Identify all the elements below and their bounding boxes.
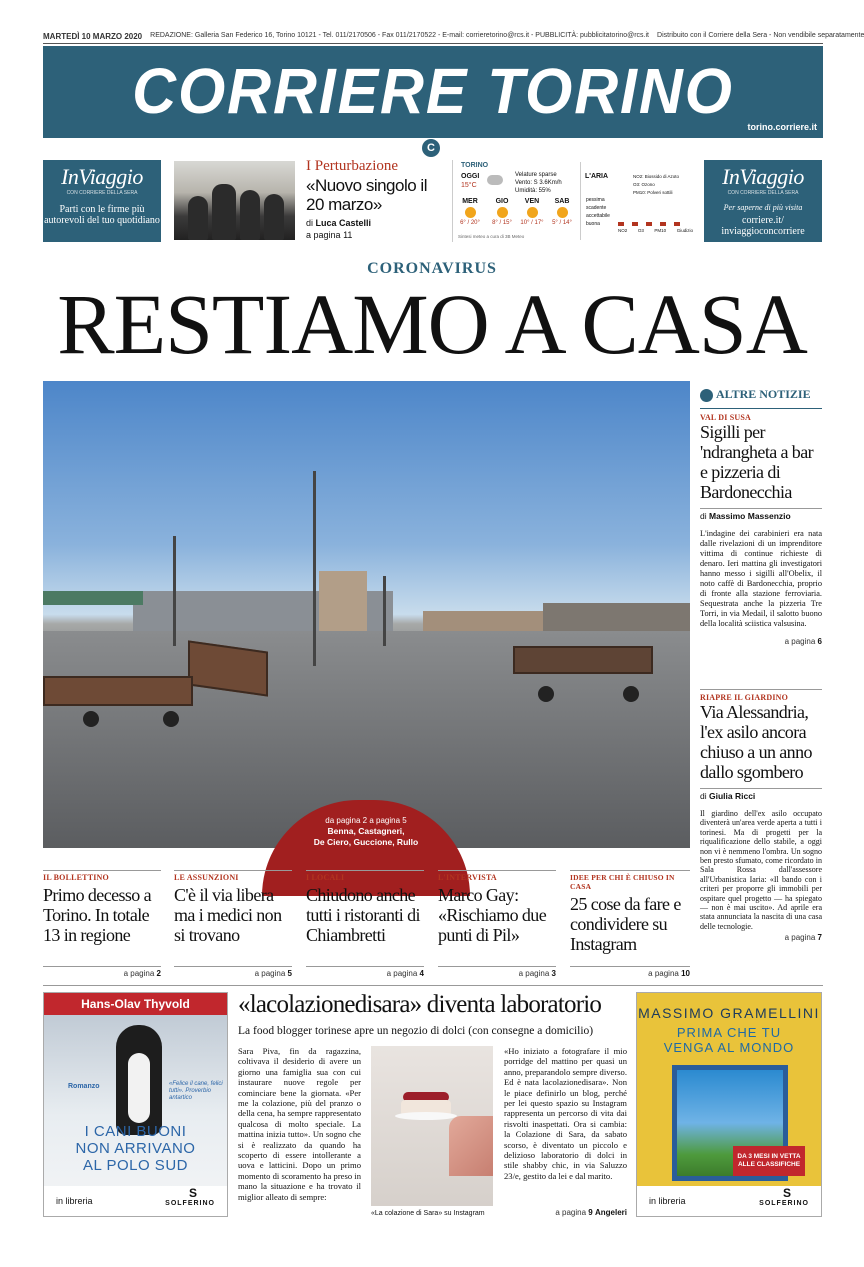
story-kicker: RIAPRE IL GIARDINO <box>700 693 789 702</box>
lamp-pole <box>313 471 316 666</box>
air-axis-label: NO2 <box>618 228 628 233</box>
dog-chest-illustration <box>128 1053 150 1123</box>
news-column[interactable] <box>438 870 556 980</box>
in-libreria: in libreria <box>649 1196 686 1206</box>
page-prefix: a pagina <box>784 637 816 646</box>
news-column[interactable] <box>174 870 292 980</box>
day-temp: 5° / 14° <box>552 220 572 226</box>
side-header <box>700 387 822 409</box>
solferino-logo-icon: S <box>188 1186 197 1200</box>
by-prefix: di <box>306 218 314 228</box>
cart-wheel <box>163 711 179 727</box>
section-divider <box>43 985 823 986</box>
weather-source: Sintesi meteo a cura di 3B Meteo <box>458 234 525 239</box>
inviaggio-promo-left[interactable] <box>43 160 161 242</box>
book-ad-thyvold[interactable] <box>43 992 228 1217</box>
column-headline[interactable]: C'è il via libera ma i medici non si trovano <box>174 885 282 945</box>
column-headline[interactable]: Marco Gay: «Rischiamo due punti di Pil» <box>438 885 547 945</box>
air-level: buona <box>586 221 600 227</box>
cart-wheel <box>83 711 99 727</box>
caption-authors: De Ciero, Guccione, Rullo <box>313 837 419 847</box>
forecast-day <box>488 198 516 226</box>
page-number: 3 <box>551 969 556 978</box>
feature-page-ref <box>504 1208 627 1217</box>
air-axis-label: Giudizio <box>676 228 693 233</box>
air-axis-label: O3 <box>637 228 644 233</box>
corriere-logo-icon: C <box>422 139 440 157</box>
weather-desc: Velature sparse <box>515 172 557 178</box>
column-kicker: IL BOLLETTINO <box>43 870 161 882</box>
band-photo <box>174 161 295 240</box>
band-headline[interactable]: «Nuovo singolo il 20 marzo» <box>306 176 427 214</box>
air-axis-label: PM10 <box>654 228 667 233</box>
weather-city: TORINO <box>461 162 489 169</box>
sun-icon <box>497 207 508 218</box>
story-headline[interactable]: Via Alessandria, l'ex asilo ancora chiuso a un anno dallo sgombero <box>700 702 812 782</box>
cart-wheel <box>623 686 639 702</box>
newspaper-title: CORRIERE TORINO <box>132 55 734 127</box>
caption-authors: Benna, Castagneri, <box>327 826 405 836</box>
weather-today-label: OGGI <box>461 173 480 180</box>
story-headline[interactable]: Sigilli per 'ndrangheta a bar e pizzeria di Bardonecchia <box>700 422 813 502</box>
story-page-ref <box>700 933 822 942</box>
news-column[interactable] <box>570 870 690 980</box>
in-libreria: in libreria <box>56 1196 93 1206</box>
sun-icon <box>557 207 568 218</box>
cake-plate <box>395 1112 457 1120</box>
page-number: 10 <box>681 969 690 978</box>
story-kicker: VAL DI SUSA <box>700 413 751 422</box>
band-member-figure <box>188 196 208 240</box>
book-footer <box>637 1186 821 1216</box>
side-news-column <box>700 381 822 981</box>
page-prefix: a pagina <box>123 969 155 978</box>
page-prefix: a pagina <box>784 933 816 943</box>
band-byline <box>306 218 371 228</box>
air-level: pessima <box>586 197 605 203</box>
weather-humidity: Umidità: 55% <box>515 188 551 194</box>
sun-icon <box>465 207 476 218</box>
band-kicker: I Perturbazione <box>306 158 399 174</box>
side-header-label: ALTRE NOTIZIE <box>716 387 811 401</box>
distribution-note: Distribuito con il Corriere della Sera - Non vendibile separatamente <box>657 32 864 39</box>
by-prefix: di <box>700 791 707 801</box>
cart-wheel <box>538 686 554 702</box>
book-title: PRIMA CHE TU VENGA AL MONDO <box>663 1025 795 1055</box>
news-column[interactable] <box>306 870 424 980</box>
page-number: 11 <box>343 230 353 240</box>
issue-date: MARTEDÌ 10 MARZO 2020 <box>43 32 143 41</box>
column-kicker: L'INTERVISTA <box>438 870 556 882</box>
market-cart <box>43 676 193 706</box>
air-level: scadente <box>586 205 607 211</box>
page-prefix: a pagina <box>648 969 679 978</box>
column-page-ref <box>174 966 292 978</box>
inviaggio-promo-right[interactable] <box>704 160 822 242</box>
air-legend-item: PM10: Polveri sottili <box>633 190 673 195</box>
main-photo <box>43 381 690 848</box>
promo-text-bottom: corriere.it/ inviaggioconcorriere <box>721 215 805 237</box>
side-story-1[interactable] <box>700 413 822 646</box>
publisher: SOLFERINO <box>165 1200 215 1207</box>
side-story-2[interactable] <box>700 689 822 942</box>
weather-box <box>452 160 692 242</box>
market-cart <box>513 646 653 674</box>
masthead <box>43 46 823 138</box>
air-title: L'ARIA <box>585 173 609 180</box>
page-prefix: a pagina <box>518 969 550 978</box>
page-number: 4 <box>419 969 424 978</box>
page-prefix: a pagina <box>386 969 418 978</box>
air-quality-bars <box>618 222 688 226</box>
story-page-ref <box>700 637 822 646</box>
lamp-pole <box>383 576 386 646</box>
forecast-day <box>548 198 576 226</box>
forecast-day <box>518 198 546 226</box>
caption-pages: da pagina 2 a pagina 5 <box>325 816 407 825</box>
day-temp: 10° / 17° <box>520 220 544 226</box>
cloud-sun-icon <box>487 175 503 185</box>
editorial-contacts: REDAZIONE: Galleria San Federico 16, Torino 10121 - Tel. 011/2170506 - Fax 011/2170522 - E-mail: corrieretorino@rcs.it - PUBBLICITÀ: pubblicitatorino@rcs.it <box>150 32 650 39</box>
circle-bullet-icon <box>700 389 713 402</box>
air-level: accettabile <box>586 213 610 219</box>
page-prefix: a pagina <box>555 1208 587 1217</box>
column-headline[interactable]: Primo decesso a Torino. In totale 13 in regione <box>43 885 151 945</box>
website-link[interactable]: torino.corriere.it <box>747 122 817 132</box>
book-author: MASSIMO GRAMELLINI <box>638 1005 820 1021</box>
page-number: 7 <box>817 933 822 943</box>
page-prefix: a pagina <box>254 969 286 978</box>
promo-sub: CON CORRIERE DELLA SERA <box>66 190 138 196</box>
column-page-ref <box>438 966 556 978</box>
page-prefix: a pagina <box>306 230 341 240</box>
air-legend-item: O3: Ozono <box>633 182 655 187</box>
feature-author: Angeleri <box>594 1208 627 1217</box>
book-author: Hans-Olav Thyvold <box>44 993 227 1015</box>
story-author: Giulia Ricci <box>709 791 756 801</box>
weather-today-temp: 15°C <box>461 182 477 189</box>
column-page-ref <box>306 966 424 978</box>
by-prefix: di <box>700 511 707 521</box>
main-headline[interactable]: RESTIAMO A CASA <box>57 276 807 372</box>
band-member-figure <box>264 194 284 240</box>
band-member-figure <box>212 184 236 240</box>
air-levels <box>586 196 610 228</box>
day-name: SAB <box>554 198 570 205</box>
feature-column-2: «Ho iniziato a fotografare il mio porridge del mattino per quasi un anno, preparandolo sempre diverso. Ed è nata lacolazionedisara». Non le piace definirlo un blog, perché per lei questo spazio su Instagram rappresenta un percorso di vita dai risvolti inaspettati. Ora si cambia: la Colazione di Sara, da sabato scorso, è diventato un piccolo e delizioso laboratorio di dolci in stile shabby chic, in via Saluzzo 23/e, gestito da lei e dal marito. <box>504 1046 627 1181</box>
story-byline <box>700 508 822 521</box>
stall-roof <box>43 591 143 605</box>
promo-text-top: Per saperne di più visita <box>723 203 803 212</box>
day-name: GIO <box>495 198 509 205</box>
column-kicker: I LOCALI <box>306 870 424 882</box>
feature-subtitle: La food blogger torinese apre un negozio di dolci (con consegne a domicilio) <box>238 1025 594 1037</box>
page-number: 9 <box>588 1208 593 1217</box>
column-kicker: LE ASSUNZIONI <box>174 870 292 882</box>
cake-photo <box>371 1046 493 1206</box>
book-quote: «Felice il cane, felici tutti». Proverbio antartico <box>169 1081 223 1101</box>
book-genre: Romanzo <box>68 1083 100 1090</box>
top-info-line <box>43 32 864 44</box>
air-axis <box>618 228 693 233</box>
column-headline[interactable]: Chiudono anche tutti i ristoranti di Chiambretti <box>306 885 420 945</box>
weather-wind: Vento: S 3.6Km/h <box>515 180 562 186</box>
story-author: Massimo Massenzio <box>709 511 791 521</box>
page-number: 2 <box>156 969 161 978</box>
sun-icon <box>527 207 538 218</box>
day-temp: 6° / 20° <box>460 220 480 226</box>
story-body: Il giardino dell'ex asilo occupato diventerà un'area verde aperta a tutti i torinesi. Ma di progetti per la riqualificazione dello stabile, a oggi non vi è nemmeno l'ombra. Un sogno ben presto sfumato, come ricordato in Sala Rossa dall'assessore all'Urbanistica Iaria: «Il bando con i criteri per proporre gli immobili per ospitare quel progetto — ha spiegato — non è mai uscito». Ad aprile era stata annunciata la nascita di una casa delle tecnologie. <box>700 809 822 931</box>
day-name: MER <box>462 198 478 205</box>
band-author: Luca Castelli <box>315 218 372 228</box>
column-headline[interactable]: 25 cose da fare e condividere su Instagram <box>570 894 681 954</box>
feature-column-1: Sara Piva, fin da ragazzina, coltivava il desiderio di avere un giorno una famiglia sua con cui instaurare nuove regole per cominciare bene la giornata. «Per me la colazione, più del pranzo o della cena, ha sempre rappresentato qualcosa di molto speciale. La mattina inizia tutto». Un sogno che si è realizzato da quando ha scoperto di essere intollerante a uova e latticini. Dopo un primo momento di scoramento ha preso in mano la situazione e ha trovato il miglior alleato di sempre: <box>238 1046 361 1202</box>
feature-headline[interactable]: «lacolazionedisara» diventa laboratorio <box>238 991 602 1018</box>
forecast-day <box>456 198 484 226</box>
air-legend-item: NO2: Biossido di Azoto <box>633 174 680 179</box>
bestseller-tag: DA 3 MESI IN VETTA ALLE CLASSIFICHE <box>733 1146 805 1176</box>
building <box>319 571 367 636</box>
section-kicker: CORONAVIRUS <box>367 260 497 277</box>
day-temp: 8° / 15° <box>492 220 512 226</box>
band-member-figure <box>240 190 260 240</box>
publisher: SOLFERINO <box>759 1200 809 1207</box>
promo-text: Parti con le firme più autorevoli del tuo quotidiano <box>44 204 160 226</box>
solferino-logo-icon: S <box>782 1186 791 1200</box>
book-ad-gramellini[interactable] <box>636 992 822 1217</box>
promo-brand: InViaggio <box>61 164 143 189</box>
book-footer <box>44 1186 227 1216</box>
story-byline <box>700 788 822 801</box>
page-number: 5 <box>287 969 292 978</box>
page-number: 6 <box>817 637 822 646</box>
lamp-pole <box>173 536 176 646</box>
promo-sub: CON CORRIERE DELLA SERA <box>727 190 799 196</box>
news-column[interactable] <box>43 870 161 980</box>
column-page-ref <box>570 966 690 978</box>
band-page-ref <box>306 230 352 240</box>
promo-brand: InViaggio <box>722 164 804 189</box>
hand-arm <box>449 1116 493 1176</box>
column-kicker: IDEE PER CHI È CHIUSO IN CASA <box>570 870 690 891</box>
column-page-ref <box>43 966 161 978</box>
book-title: I CANI BUONI NON ARRIVANO AL POLO SUD <box>75 1123 196 1174</box>
cake-photo-caption: «La colazione di Sara» su Instagram <box>371 1210 485 1217</box>
day-name: VEN <box>524 198 540 205</box>
air-legend <box>633 173 679 197</box>
story-body: L'indagine dei carabinieri era nata dalle rivelazioni di un imprenditore vittima di continue richieste di denaro. Ieri mattina gli investigatori hanno messo i sigilli all'Obelix, il noto caffè di Bardonecchia, proprio di fronte alla stazione ferroviaria. Sequestrata anche la pizzeria Tre Torri, in via Medail, il salotto buono della località sciistica valsusina. <box>700 529 822 628</box>
